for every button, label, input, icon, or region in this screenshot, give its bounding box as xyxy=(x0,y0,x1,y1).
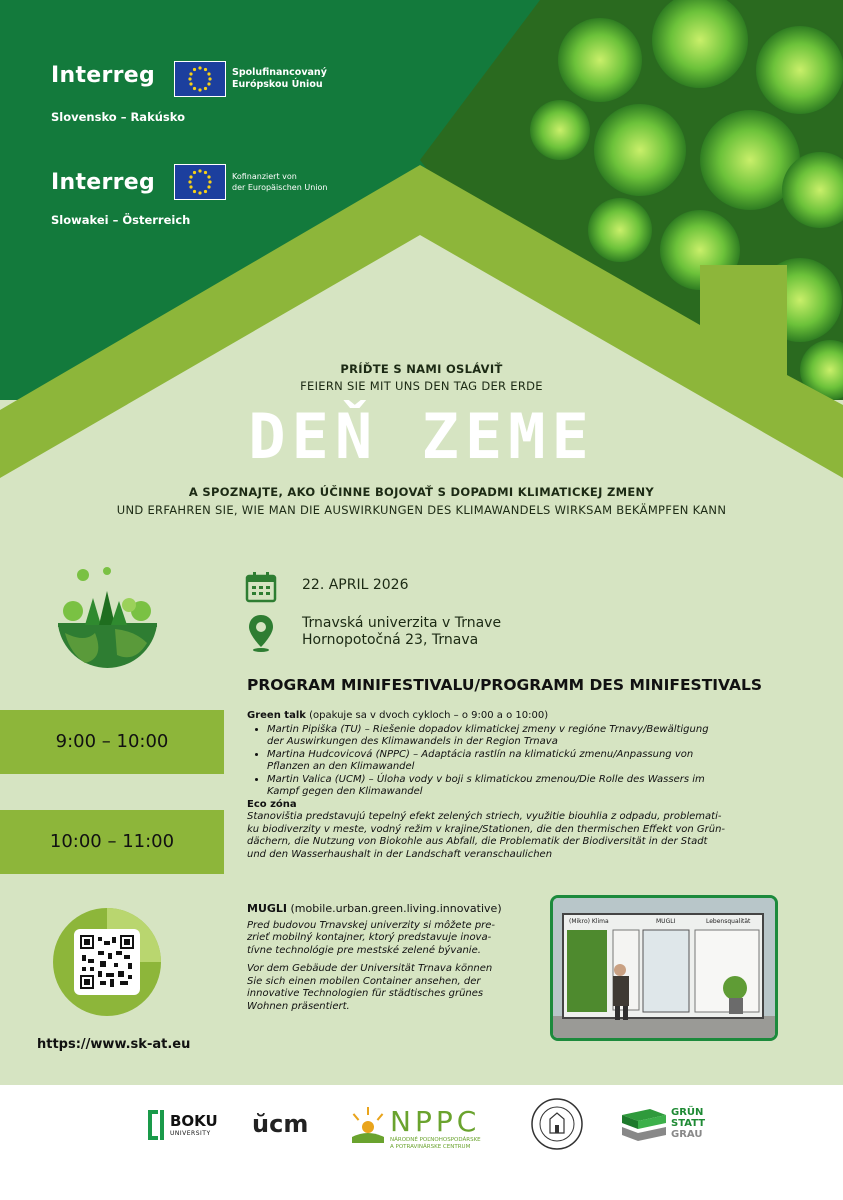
interreg-wordmark: Interreg xyxy=(51,170,156,195)
green-talk-label: Green talk xyxy=(247,710,306,721)
interreg-wordmark: Interreg xyxy=(51,63,156,88)
gsg-text: GRÜN STATT GRAU xyxy=(671,1107,706,1140)
program-details xyxy=(247,710,792,861)
list-item: • Martin Pipiška (TU) – Riešenie dopadov klimatickej zmeny v regióne Trnavy/Bewältigung der Auswirkungen des Klimawandels in der Region Trnava xyxy=(267,724,792,749)
eco-zone-text: Stanovištia predstavujú tepelný efekt zelených striech, využitie biouhlia z odpadu, problemati- ku biodiverzity v meste, vodný režim v krajine/Stationen, die den thermischen Effekt von Grün- dächern, die Nutzung von Biokohle aus Abfall, die Problematik der Biodiversität in der Stadt und den Wasserhaushalt in der Landschaft veranschaulichen xyxy=(247,811,726,860)
region-de: Slowakei – Österreich xyxy=(51,213,191,227)
eco-zone-label: Eco zóna xyxy=(247,798,297,810)
nppc-sun-icon xyxy=(350,1105,386,1145)
eu-line2: Európskou Úniou xyxy=(232,79,323,90)
list-item: • Martina Hudcovicová (NPPC) – Adaptácia rastlín na klimatickú zmenu/Anpassung von Pflanzen an den Klimawandel xyxy=(267,749,792,774)
nppc-name: NPPC xyxy=(390,1105,481,1138)
boku-logo-icon xyxy=(144,1108,166,1142)
time-slot-2: 10:00 – 11:00 xyxy=(0,810,224,874)
eu-cofinance-text-sk xyxy=(232,67,327,91)
boku-name: BOKU xyxy=(170,1112,218,1130)
mugli-container-photo xyxy=(550,895,778,1041)
eu-line2: der Europäischen Union xyxy=(232,182,328,192)
interreg-logo-sk xyxy=(51,63,155,88)
invite-de: FEIERN SIE MIT UNS DEN TAG DER ERDE xyxy=(300,379,543,393)
place-line1: Trnavská univerzita v Trnave xyxy=(302,615,502,631)
list-item: • Martin Valica (UCM) – Úloha vody v boji s klimatickou zmenou/Die Rolle des Wassers im Kampf gegen den Klimawandel xyxy=(267,774,792,799)
eu-flag-icon xyxy=(174,164,226,200)
talk-list xyxy=(247,724,792,799)
photo-label-klima: (Mikro) Klima xyxy=(569,918,609,925)
mugli-note: (mobile.urban.green.living.innovative) xyxy=(290,902,502,915)
eu-line1: Kofinanziert von xyxy=(232,172,297,181)
gruen-statt-grau-icon xyxy=(620,1107,668,1143)
website-link[interactable]: https://www.sk-at.eu xyxy=(37,1037,191,1052)
earth-trees-icon xyxy=(55,563,160,681)
qr-code-icon[interactable] xyxy=(80,935,134,989)
subtitle-de: UND ERFAHREN SIE, WIE MAN DIE AUSWIRKUNGEN DES KLIMAWANDELS WIRKSAM BEKÄMPFEN KANN xyxy=(116,503,727,517)
nppc-sub2: A POTRAVINÁRSKE CENTRUM xyxy=(390,1144,471,1150)
subtitle-sk: A SPOZNAJTE, AKO ÚČINNE BOJOVAŤ S DOPADMI KLIMATICKEJ ZMENY xyxy=(188,485,655,499)
place-line2: Hornopotočná 23, Trnava xyxy=(302,632,479,648)
photo-label-mugli: MUGLI xyxy=(656,918,676,925)
event-date: 22. APRIL 2026 xyxy=(302,577,409,593)
trnava-university-seal-icon xyxy=(530,1097,584,1151)
eu-line1: Spolufinancovaný xyxy=(232,67,327,78)
program-title: PROGRAM MINIFESTIVALU/PROGRAMM DES MINIFESTIVALS xyxy=(247,676,763,694)
interreg-logo-de xyxy=(51,170,155,195)
partner-logos xyxy=(0,1085,843,1200)
eu-cofinance-text-de xyxy=(232,172,327,193)
location-pin-icon xyxy=(247,613,275,653)
invite-sk: PRÍĎTE S NAMI OSLÁVIŤ xyxy=(340,362,503,376)
mugli-de: Vor dem Gebäude der Universität Trnava können Sie sich einen mobilen Container ansehen, der innovative Technologien für städtisches grünes Wohnen präsentiert. xyxy=(247,963,493,1012)
region-sk: Slovensko – Rakúsko xyxy=(51,110,185,124)
boku-sub: UNIVERSITY xyxy=(170,1130,211,1137)
calendar-icon xyxy=(245,571,277,603)
mugli-text xyxy=(247,903,537,1013)
nppc-sub1: NÁRODNÉ POĽNOHOSPODÁRSKE xyxy=(390,1137,481,1143)
eu-flag-icon xyxy=(174,61,226,97)
photo-label-lebensqualitat: Lebensqualität xyxy=(706,918,751,925)
event-place xyxy=(302,615,501,649)
mugli-label: MUGLI xyxy=(247,902,288,915)
mugli-sk: Pred budovou Trnavskej univerzity si môžete pre- zrieť mobilný kontajner, ktorý predstavuje inova- tívne technológie pre mestské zelené bývanie. xyxy=(247,919,496,956)
green-talk-note: (opakuje sa v dvoch cykloch – o 9:00 a o 10:00) xyxy=(309,710,549,721)
time-slot-1: 9:00 – 10:00 xyxy=(0,710,224,774)
ucm-logo: ŭcm xyxy=(252,1110,309,1138)
event-title: DEŇ ZEME xyxy=(248,400,595,473)
